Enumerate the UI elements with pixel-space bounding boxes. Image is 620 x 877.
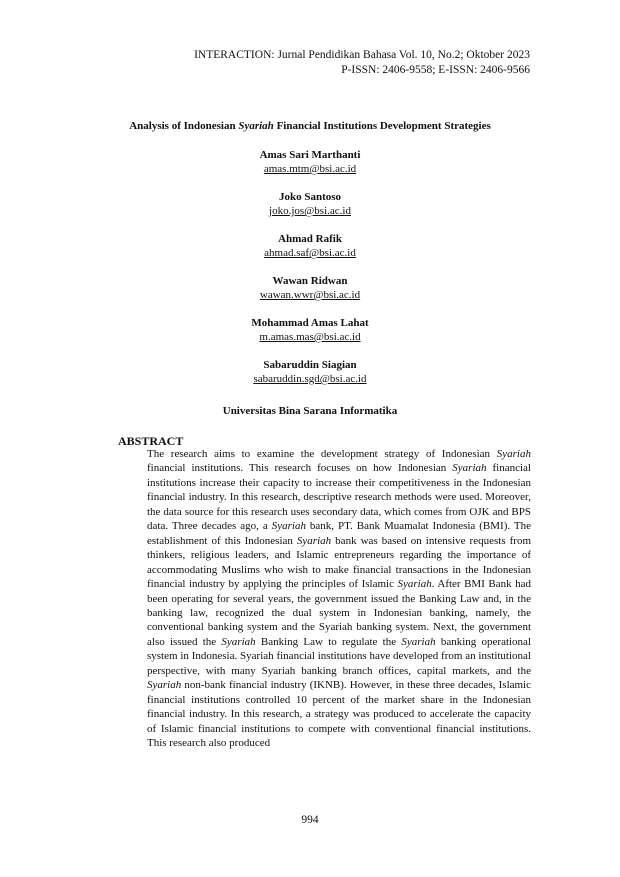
author-block bbox=[0, 316, 620, 344]
author-name: Ahmad Rafik bbox=[278, 233, 342, 245]
author-name: Amas Sari Marthanti bbox=[259, 149, 361, 161]
abstract-text: . After BMI Bank had been operating for several years, the government issued the Banking Law and, in the banking law, recognized the dual system in Indonesian banking, namely, the conventional banking system and the Syariah banking system. Next, the government also issued the bbox=[147, 578, 531, 648]
author-list bbox=[0, 148, 620, 400]
author-email[interactable]: ahmad.saf@bsi.ac.id bbox=[264, 247, 356, 259]
author-email[interactable]: wawan.wwr@bsi.ac.id bbox=[259, 289, 361, 301]
abstract-italic-term: Syariah bbox=[147, 679, 182, 692]
title-part-1: Analysis of Indonesian bbox=[129, 120, 239, 132]
abstract-text: financial institutions. This research focuses on how Indonesian bbox=[147, 462, 453, 475]
abstract-text: bank was based on intensive requests from thinkers, religious leaders, and Islamic entrepreneurs regarding the importance of accommodating Muslims who wish to make financial transactions in the Indonesian financial industry by applying the principles of Islamic bbox=[147, 534, 532, 591]
author-name: Mohammad Amas Lahat bbox=[251, 317, 369, 329]
author-block bbox=[0, 148, 620, 176]
author-block bbox=[0, 358, 620, 386]
page-number: 994 bbox=[301, 814, 319, 826]
affiliation: Universitas Bina Sarana Informatika bbox=[222, 405, 398, 417]
author-name: Joko Santoso bbox=[278, 191, 342, 203]
abstract-italic-term: Syariah bbox=[401, 635, 436, 648]
author-email[interactable]: m.amas.mas@bsi.ac.id bbox=[259, 331, 361, 343]
abstract-text: non-bank financial industry (IKNB). However, in these three decades, Islamic financial institutions controlled 10 percent of the market share in the Indonesian financial industry. In this research, a strategy was produced to accelerate the capacity of Islamic financial institutions to compete with conventional financial institutions. This research also produced bbox=[147, 679, 531, 750]
paper-title bbox=[0, 120, 620, 132]
author-name: Wawan Ridwan bbox=[272, 275, 348, 287]
journal-issn: P-ISSN: 2406-9558; E-ISSN: 2406-9566 bbox=[341, 64, 530, 76]
author-block bbox=[0, 232, 620, 260]
abstract-italic-term: Syariah bbox=[397, 578, 432, 591]
author-email[interactable]: amas.mtm@bsi.ac.id bbox=[263, 163, 357, 175]
abstract-italic-term: Syariah bbox=[296, 534, 332, 547]
abstract-text: financial institutions increase their capacity to increase their competitiveness in the Indonesian financial industry. In this research, descriptive research methods were used. Moreover, the data source for this research uses secondary data, which comes from OJK and BPS data. Three decades ago, a bbox=[147, 462, 531, 533]
author-name: Sabaruddin Siagian bbox=[263, 359, 357, 371]
abstract-italic-term: Syariah bbox=[496, 448, 531, 460]
author-block bbox=[0, 190, 620, 218]
author-email[interactable]: sabaruddin.sgd@bsi.ac.id bbox=[253, 373, 367, 385]
abstract-italic-term: Syariah bbox=[221, 635, 256, 648]
abstract-text: The research aims to examine the development strategy of Indonesian bbox=[147, 448, 497, 460]
abstract-body bbox=[147, 447, 531, 751]
abstract-italic-term: Syariah bbox=[452, 462, 487, 475]
abstract-text: banking operational system in Indonesia. Syariah financial institutions have developed from an institutional perspective, with many Syariah banking branch offices, capital markets, and the bbox=[147, 635, 531, 677]
journal-header bbox=[194, 48, 530, 78]
abstract-heading: ABSTRACT bbox=[118, 434, 184, 448]
title-italic: Syariah bbox=[238, 120, 274, 132]
abstract-text: bank, PT. Bank Muamalat Indonesia (BMI). The establishment of this Indonesian bbox=[147, 520, 532, 547]
journal-citation: INTERACTION: Jurnal Pendidikan Bahasa Vol. 10, No.2; Oktober 2023 bbox=[194, 49, 530, 61]
author-block bbox=[0, 274, 620, 302]
abstract-italic-term: Syariah bbox=[271, 520, 306, 533]
title-part-2: Financial Institutions Development Strategies bbox=[273, 120, 491, 132]
author-email[interactable]: joko.jos@bsi.ac.id bbox=[269, 205, 351, 217]
abstract-text: Banking Law to regulate the bbox=[255, 635, 402, 648]
